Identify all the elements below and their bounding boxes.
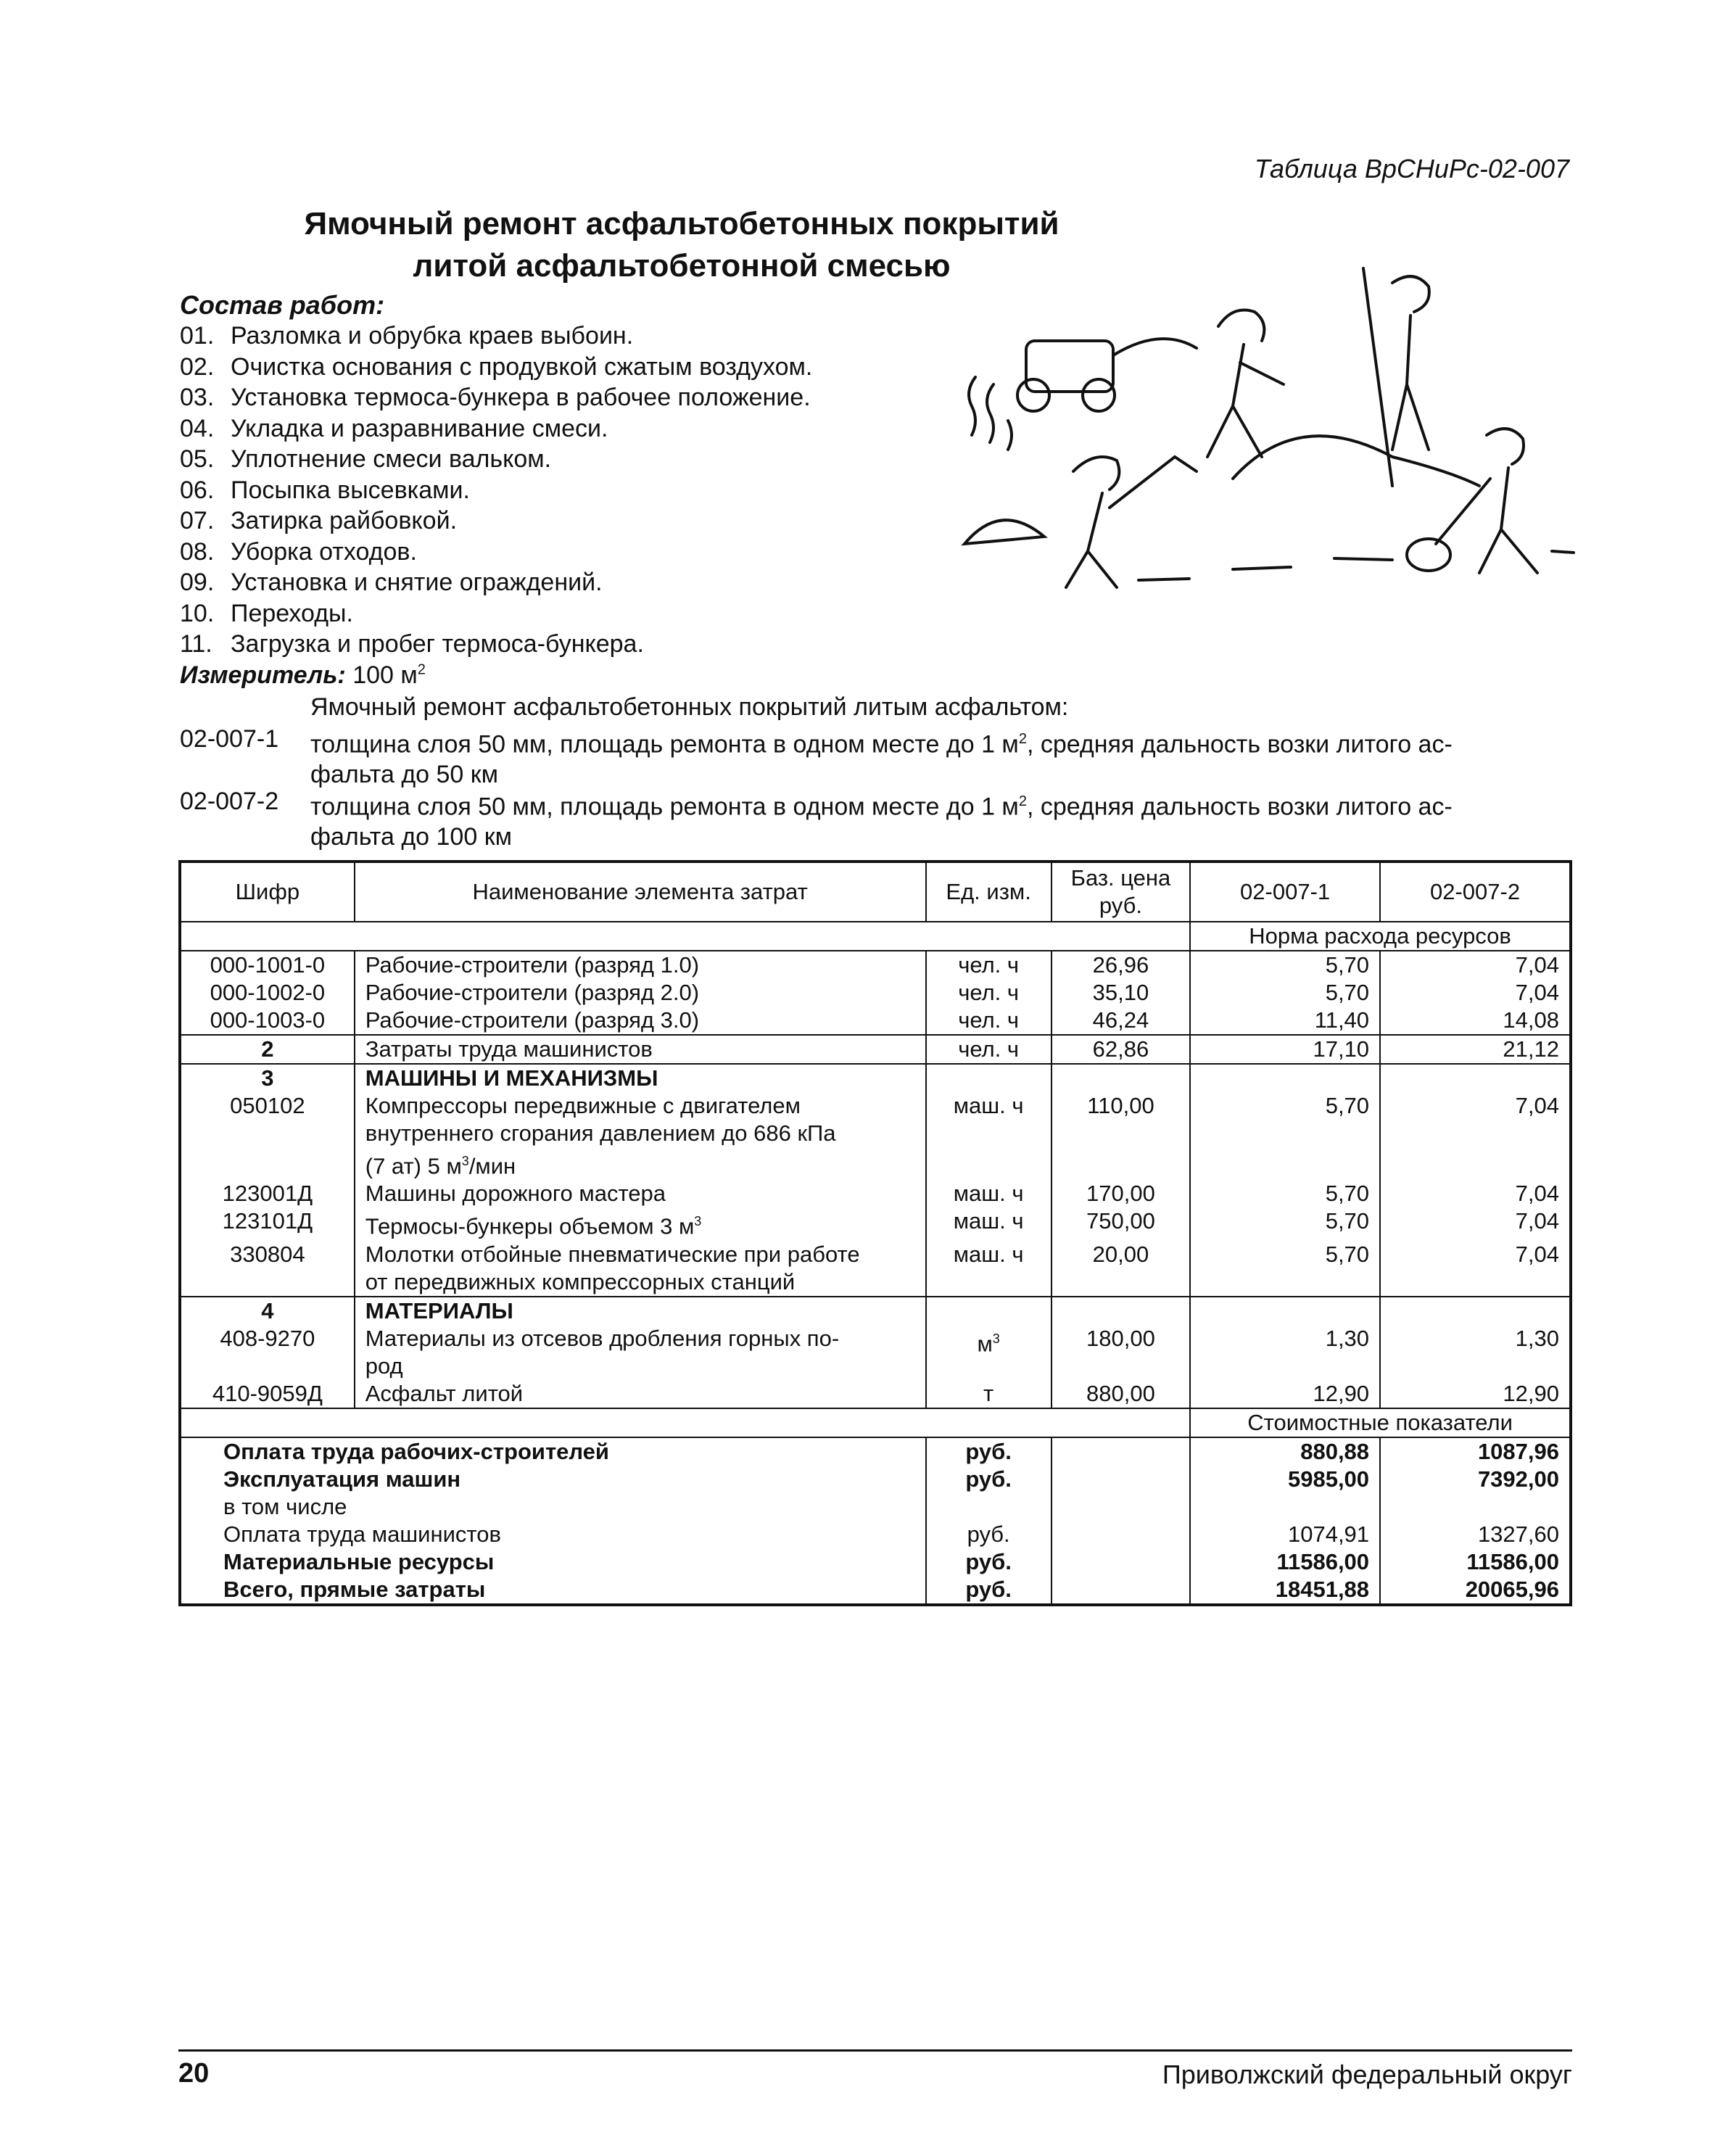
header-name: Наименование элемента затрат [355, 862, 926, 922]
table-row: 000-1002-0 Рабочие-строители (разряд 2.0) чел. ч 35,10 5,70 7,04 [180, 979, 1571, 1007]
summary-row-total: Всего, прямые затраты руб. 18451,88 20065,96 [180, 1576, 1571, 1605]
measure-unit: Измеритель: 100 $м^2$ [180, 661, 426, 689]
table-label: Таблица ВрСНиРс-02-007 [1254, 154, 1569, 183]
table-row: 123001Д Машины дорожного мастера маш. ч 170,00 5,70 7,04 [180, 1180, 1571, 1207]
cost-label: Стоимостные показатели [1190, 1408, 1571, 1437]
header-unit: Ед. изм. [926, 862, 1052, 922]
road-workers-illustration [957, 239, 1581, 595]
cost-label-row [180, 1408, 1571, 1437]
variant-description: толщина слоя 50 мм, площадь ремонта в одном месте до 1 $м^2$, средняя дальность возки литого ас- фальта до 50 км [310, 730, 1453, 789]
footer-district: Приволжский федеральный округ [1162, 2060, 1572, 2089]
table-row: 330804 Молотки отбойные пневматические при работе от передвижных компрессорных станций маш. ч 20,00 5,70 7,04 [180, 1241, 1571, 1297]
works-heading: Состав работ: [180, 290, 385, 320]
table-row: 000-1003-0 Рабочие-строители (разряд 3.0) чел. ч 46,24 11,40 14,08 [180, 1007, 1571, 1035]
list-item: 07. Затирка райбовкой. [180, 507, 458, 534]
summary-row: Оплата труда машинистов руб. 1074,91 1327,60 [180, 1521, 1571, 1548]
table-row: 123101Д Термосы-бункеры объемом 3 $м^3$ маш. ч 750,00 5,70 7,04 [180, 1207, 1571, 1240]
title-line-1: Ямочный ремонт асфальтобетонных покрытий [304, 206, 1059, 241]
list-item: 03. Установка термоса-бункера в рабочее положение. [180, 384, 811, 411]
list-item: 06. Посыпка высевками. [180, 476, 470, 504]
measure-label: Измеритель: [180, 661, 346, 689]
summary-row: Эксплуатация машин руб. 5985,00 7392,00 [180, 1466, 1571, 1493]
variant-code: 02-007-2 [180, 788, 279, 815]
list-item: 04. Укладка и разравнивание смеси. [180, 414, 608, 442]
summary-row: Материальные ресурсы руб. 11586,00 11586,00 [180, 1548, 1571, 1576]
variant-description: толщина слоя 50 мм, площадь ремонта в одном месте до 1 $м^2$, средняя дальность возки литого ас- фальта до 100 км [310, 793, 1453, 851]
section-machines: 3 МАШИНЫ И МЕХАНИЗМЫ [180, 1064, 1571, 1092]
header-variant-2: 02-007-2 [1380, 862, 1571, 922]
table-header-row [180, 862, 1571, 922]
list-item: 10. Переходы. [180, 599, 353, 627]
list-item: 05. Уплотнение смеси вальком. [180, 445, 552, 473]
list-item: 11. Загрузка и пробег термоса-бункера. [180, 630, 644, 658]
variants-intro: Ямочный ремонт асфальтобетонных покрытий литым асфальтом: [310, 693, 1069, 721]
list-item: 02. Очистка основания с продувкой сжатым воздухом. [180, 352, 813, 381]
variant-row [180, 724, 1569, 789]
summary-row: Оплата труда рабочих-строителей руб. 880,88 1087,96 [180, 1437, 1571, 1466]
variant-code: 02-007-1 [180, 725, 279, 753]
table-row: 050102 Компрессоры передвижные с двигателем внутреннего сгорания давлением до 686 кПа (7 ат) 5 $м^3$/мин маш. ч 110,00 5,70 7,04 [180, 1092, 1571, 1180]
table-row: 410-9059Д Асфальт литой т 880,00 12,90 12,90 [180, 1380, 1571, 1408]
footer-divider [178, 2049, 1572, 2052]
table-row: 000-1001-0 Рабочие-строители (разряд 1.0) чел. ч 26,96 5,70 7,04 [180, 951, 1571, 979]
cost-table [178, 860, 1572, 1606]
list-item: 08. Уборка отходов. [180, 537, 417, 566]
variant-row [180, 786, 1569, 851]
table-row: 408-9270 Материалы из отсевов дробления горных по- род $м^3$ 180,00 1,30 1,30 [180, 1325, 1571, 1380]
table-row-machinists: 2 Затраты труда машинистов чел. ч 62,86 17,10 21,12 [180, 1035, 1571, 1064]
list-item: 01. Разломка и обрубка краев выбоин. [180, 322, 634, 350]
header-variant-1: 02-007-1 [1190, 862, 1380, 922]
works-list [180, 321, 812, 660]
norm-label-row [180, 922, 1571, 951]
section-materials: 4 МАТЕРИАЛЫ [180, 1297, 1571, 1325]
measure-value: 100 м [352, 661, 418, 689]
header-price: Баз. цена руб. [1052, 862, 1190, 922]
header-code: Шифр [180, 862, 355, 922]
list-item: 09. Установка и снятие ограждений. [180, 569, 603, 596]
summary-row: в том числе [180, 1493, 1571, 1521]
norm-label: Норма расхода ресурсов [1190, 922, 1571, 951]
title-line-2: литой асфальтобетонной смесью [413, 248, 951, 284]
page-number: 20 [178, 2058, 210, 2089]
